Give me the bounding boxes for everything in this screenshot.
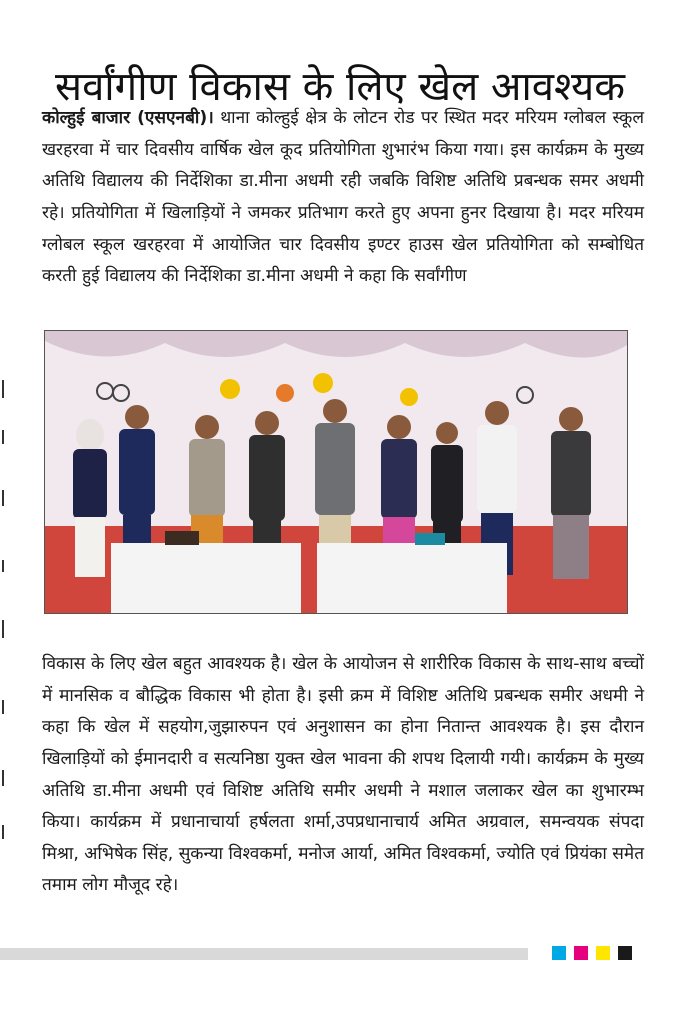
article-dateline: कोल्हुई बाजार (एसएनबी)। <box>42 108 214 129</box>
article-body-top-text: थाना कोल्हुई क्षेत्र के लोटन रोड पर स्थित मदर मरियम ग्लोबल स्कूल खरहरवा में चार दिवसीय वार्षिक खेल कूद प्रतियोगिता शुभारंभ किया गया। इस कार्यक्रम के मुख्य अतिथि विद्यालय की निर्देशिका डा.मीना अधमी रही जबकि विशिष्ट अतिथि प्रबन्धक समर अधमी रहे। प्रतियोगिता में खिलाड़ियों ने जमकर प्रतिभाग करते हुए अपना हुनर दिखाया है। मदर मरियम ग्लोबल स्कूल खरहरवा में आयोजित चार दिवसीय इण्टर हाउस खेल प्रतियोगिता को सम्बोधित करती हुई विद्यालय की निर्देशिका डा.मीना अधमी ने कहा कि सर्वांगीण <box>42 108 645 287</box>
article-body-bottom: विकास के लिए खेल बहुत आवश्यक है। खेल के आयोजन से शारीरिक विकास के साथ-साथ बच्चों में मानसिक व बौद्धिक विकास भी होता है। इसी क्रम में विशिष्ट अतिथि प्रबन्धक समीर अधमी ने कहा कि खेल में सहयोग,जुझारुपन एवं अनुशासन का होना नितान्त आवश्यक है। इस दौरान खिलाड़ियों को ईमानदारी व सत्यनिष्ठा युक्त खेल भावना की शपथ दिलायी गयी। कार्यक्रम के मुख्य अतिथि डा.मीना अधमी एवं विशिष्ट अतिथि समीर अधमी ने मशाल जलाकर खेल का शुभारम्भ किया। कार्यक्रम में प्रधानाचार्या हर्षलता शर्मा,उपप्रधानाचार्य अमित अग्रवाल, समन्वयक संपदा मिश्रा, अभिषेक सिंह, सुकन्या विश्वकर्मा, मनोज आर्या, अमित विश्वकर्मा, ज्योति एवं प्रियंका समेत तमाम लोग मौजूद रहे। <box>42 654 644 896</box>
page-footer-rule <box>0 948 528 960</box>
article-headline: सर्वांगीण विकास के लिए खेल आवश्यक <box>55 63 625 110</box>
event-group-photo <box>44 330 628 614</box>
magenta-swatch <box>574 946 588 960</box>
article-body-top <box>42 103 644 293</box>
print-registration-marks <box>552 946 632 960</box>
adjacent-column-edge <box>0 370 14 850</box>
cyan-swatch <box>552 946 566 960</box>
yellow-swatch <box>596 946 610 960</box>
black-swatch <box>618 946 632 960</box>
group-photo-icon <box>45 331 627 613</box>
